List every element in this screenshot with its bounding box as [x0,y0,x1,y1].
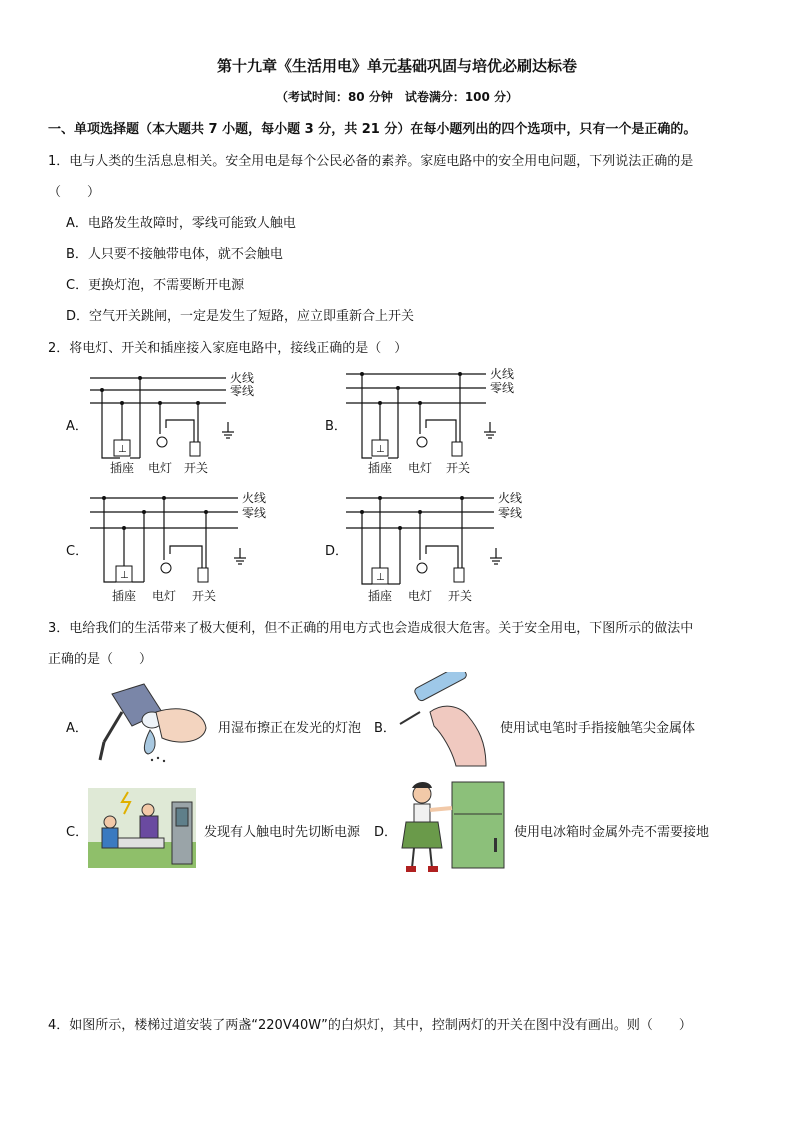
q4-stem: 4．如图所示，楼梯过道安装了两盏“220V40W”的白炽灯，其中，控制两灯的开关在图中没有画出。则（ ） [48,1018,692,1033]
socket-label: 插座 [368,461,393,475]
q2-option-b-letter: B． [325,419,347,434]
exam-info: （考试时间：80 分钟 试卷满分：100 分） [275,90,519,104]
socket-label: 插座 [112,589,137,603]
q2-circuit-b [344,366,529,478]
live-wire-label: 火线 [242,491,267,505]
q2-circuit-a [88,366,268,478]
q1-option-d: D．空气开关跳闸，一定是发生了短路，应立即重新合上开关 [66,309,415,324]
switch-label: 开关 [192,589,217,603]
svg-text:⊥: ⊥ [376,444,385,455]
switch-label: 开关 [448,589,473,603]
q2-option-c-letter: C． [66,544,89,559]
switch-label: 开关 [184,461,209,475]
q2-circuit-d [344,490,534,605]
svg-text:⊥: ⊥ [376,572,385,583]
page-title: 第十九章《生活用电》单元基础巩固与培优必刷达标卷 [216,57,577,75]
q1-option-c: C．更换灯泡，不需要断开电源 [66,278,245,293]
live-wire-label: 火线 [498,491,523,505]
q1-option-b: B．人只要不接触带电体，就不会触电 [66,247,283,262]
lamp-label: 电灯 [408,461,433,475]
q2-stem: 2．将电灯、开关和插座接入家庭电路中，接线正确的是（ ） [48,341,408,356]
q3-option-a-text: 用湿布擦正在发光的灯泡 [218,721,362,736]
q3-answer-bracket: 正确的是（ ） [48,652,153,667]
lamp-label: 电灯 [152,589,177,603]
q3-illustration-c [88,788,196,868]
q1-stem: 1．电与人类的生活息息相关。安全用电是每个公民必备的素养。家庭电路中的安全用电问题，下列说法正确的是 [48,154,694,169]
q1-answer-bracket: （ ） [48,185,101,200]
neutral-wire-label: 零线 [230,384,255,398]
svg-text:⊥: ⊥ [120,570,129,581]
q3-option-b-letter: B． [374,721,396,736]
q2-option-a-letter: A． [66,419,88,434]
lamp-label: 电灯 [148,461,173,475]
live-wire-label: 火线 [490,367,515,381]
q3-option-d-text: 使用电冰箱时金属外壳不需要接地 [514,825,710,840]
q3-option-c-text: 发现有人触电时先切断电源 [204,825,361,840]
socket-label: 插座 [110,461,135,475]
neutral-wire-label: 零线 [490,381,515,395]
q3-option-a-letter: A． [66,721,88,736]
neutral-wire-label: 零线 [242,506,267,520]
q3-option-b-text: 使用试电笔时手指接触笔尖金属体 [500,721,696,736]
q3-option-d-letter: D． [374,825,398,840]
neutral-wire-label: 零线 [498,506,523,520]
q2-circuit-c [88,490,278,605]
lamp-label: 电灯 [408,589,433,603]
q3-option-c-letter: C． [66,825,89,840]
q3-stem: 3．电给我们的生活带来了极大便利，但不正确的用电方式也会造成很大危害。关于安全用电，下图所示的做法中 [48,621,694,636]
q2-option-d-letter: D． [325,544,349,559]
switch-label: 开关 [446,461,471,475]
q3-illustration-a [92,682,212,766]
socket-label: 插座 [368,589,393,603]
svg-text:⊥: ⊥ [118,444,127,455]
q3-illustration-b [394,672,494,768]
live-wire-label: 火线 [230,371,255,385]
q3-illustration-d [394,778,514,876]
q1-option-a: A．电路发生故障时，零线可能致人触电 [66,216,296,231]
section-heading: 一、单项选择题（本大题共 7 小题，每小题 3 分，共 21 分）在每小题列出的四个选项中，只有一个是正确的。 [48,122,697,137]
